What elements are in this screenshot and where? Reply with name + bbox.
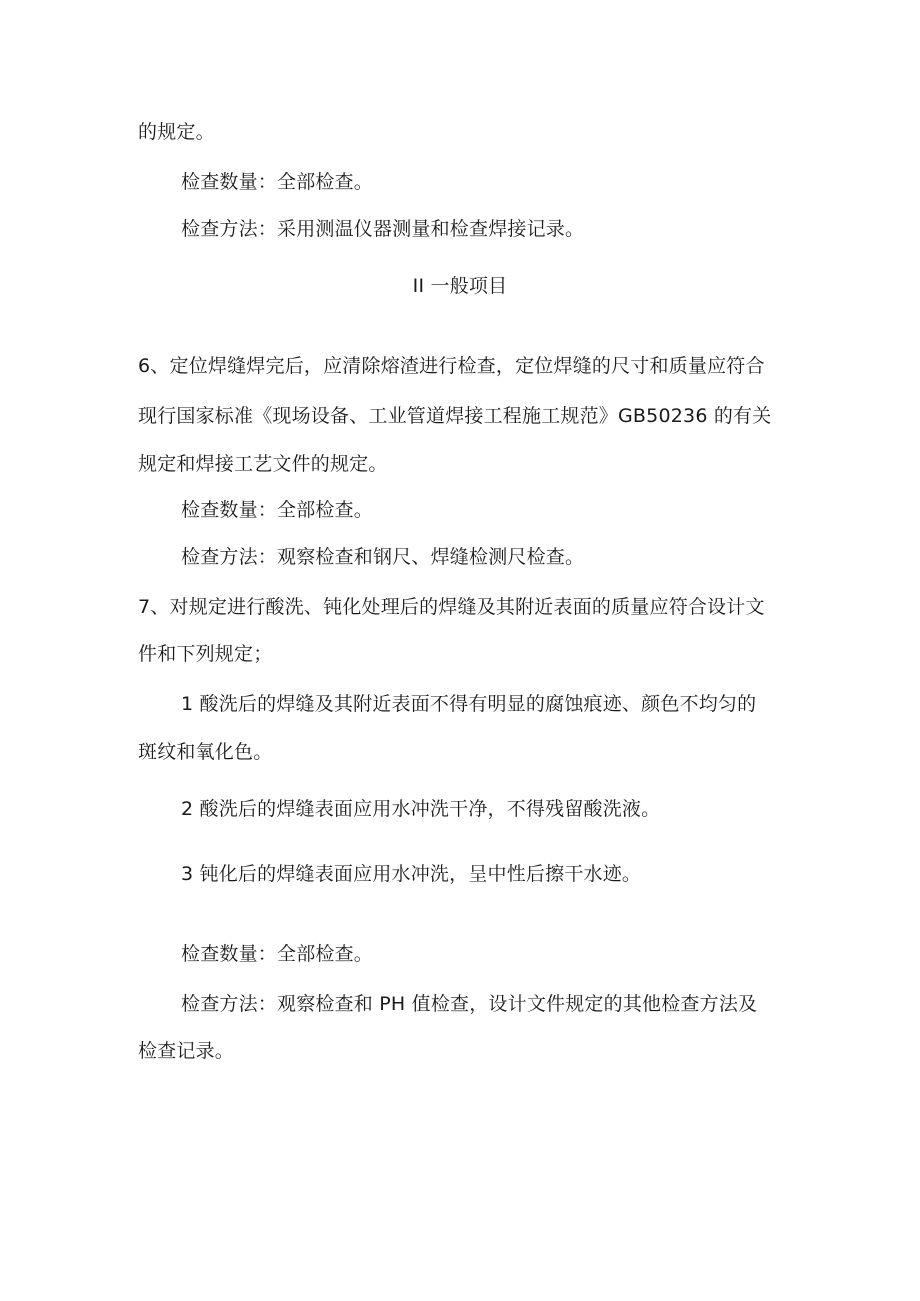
section-heading: II 一般项目 (412, 275, 508, 297)
item-3-line: 3 钝化后的焊缝表面应用水冲洗，呈中性后擦干水迹。 (181, 863, 642, 885)
clause-6-line-1: 6、定位焊缝焊完后，应清除熔渣进行检查，定位焊缝的尺寸和质量应符合 (138, 355, 765, 377)
inspection-method-line: 检查方法：观察检查和 PH 值检查，设计文件规定的其他检查方法及 (181, 993, 758, 1015)
inspection-method-line-2: 检查记录。 (138, 1040, 235, 1062)
clause-6-line-3: 规定和焊接工艺文件的规定。 (138, 453, 388, 475)
text-line: 的规定。 (138, 121, 215, 143)
clause-6-line-2: 现行国家标准《现场设备、工业管道焊接工程施工规范》GB50236 的有关 (138, 405, 772, 427)
clause-7-line-1: 7、对规定进行酸洗、钝化处理后的焊缝及其附近表面的质量应符合设计文 (138, 596, 765, 618)
inspection-quantity-line: 检查数量：全部检查。 (181, 499, 374, 521)
inspection-method-line: 检查方法：采用测温仪器测量和检查焊接记录。 (181, 218, 585, 240)
inspection-quantity-line: 检查数量：全部检查。 (181, 943, 374, 965)
item-2-line: 2 酸洗后的焊缝表面应用水冲洗干净，不得残留酸洗液。 (181, 798, 661, 820)
clause-7-line-2: 件和下列规定； (138, 643, 273, 665)
item-1-line-1: 1 酸洗后的焊缝及其附近表面不得有明显的腐蚀痕迹、颜色不均匀的 (181, 693, 757, 715)
item-1-line-2: 斑纹和氧化色。 (138, 741, 273, 763)
inspection-quantity-line: 检查数量：全部检查。 (181, 171, 374, 193)
inspection-method-line: 检查方法：观察检查和钢尺、焊缝检测尺检查。 (181, 546, 585, 568)
